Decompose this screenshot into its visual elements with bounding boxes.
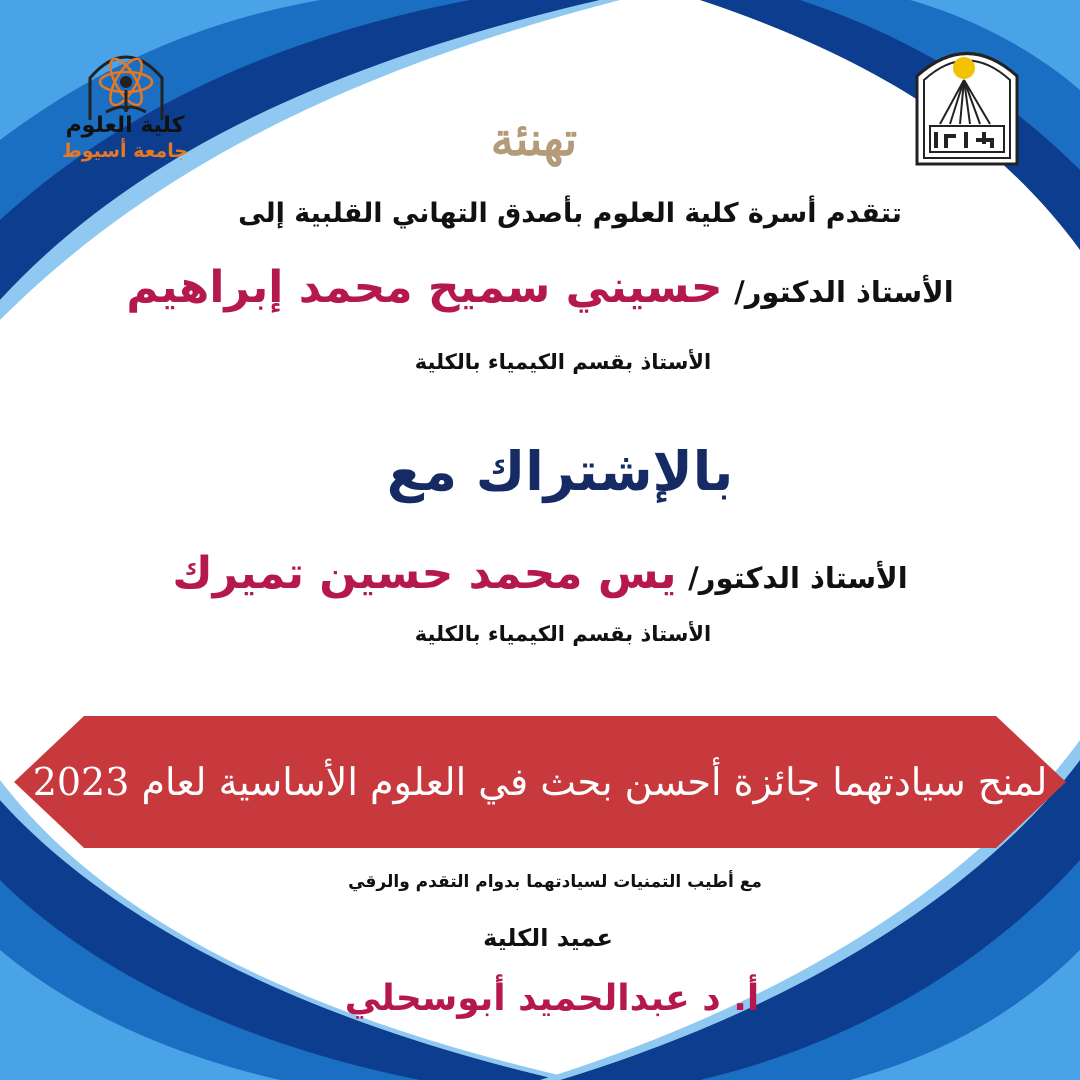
award-text: لمنح سيادتهما جائزة أحسن بحث في العلوم الأساسية لعام 2023: [32, 760, 1048, 804]
recipient-1-title: الأستاذ الدكتور/: [734, 275, 954, 309]
atom-book-icon: [70, 40, 182, 124]
greeting-calligraphy: تهنئة: [490, 112, 578, 166]
assiut-university-seal-icon: [912, 36, 1022, 166]
dean-title: عميد الكلية: [483, 924, 613, 952]
joint-with-heading: بالإشتراك مع: [386, 440, 734, 503]
intro-line: تتقدم أسرة كلية العلوم بأصدق التهاني القلبية إلى: [238, 198, 902, 229]
wishes-line: مع أطيب التمنيات لسيادتهما بدوام التقدم والرقي: [348, 872, 762, 892]
recipient-2-title: الأستاذ الدكتور/: [688, 561, 908, 595]
recipient-2-row: [0, 548, 1080, 599]
recipient-2-name: يس محمد حسين تميرك: [172, 548, 677, 599]
recipient-1-position: الأستاذ بقسم الكيمياء بالكلية: [414, 350, 712, 374]
university-name-logo-text: جامعة أسيوط: [61, 140, 189, 162]
recipient-1-name: حسيني سميح محمد إبراهيم: [126, 262, 723, 313]
faculty-name-logo-text: كلية العلوم: [65, 113, 185, 138]
recipient-2-position: الأستاذ بقسم الكيمياء بالكلية: [414, 622, 712, 646]
recipient-1-row: [0, 262, 1080, 313]
dean-name: أ. د عبدالحميد أبوسحلي: [344, 978, 760, 1019]
